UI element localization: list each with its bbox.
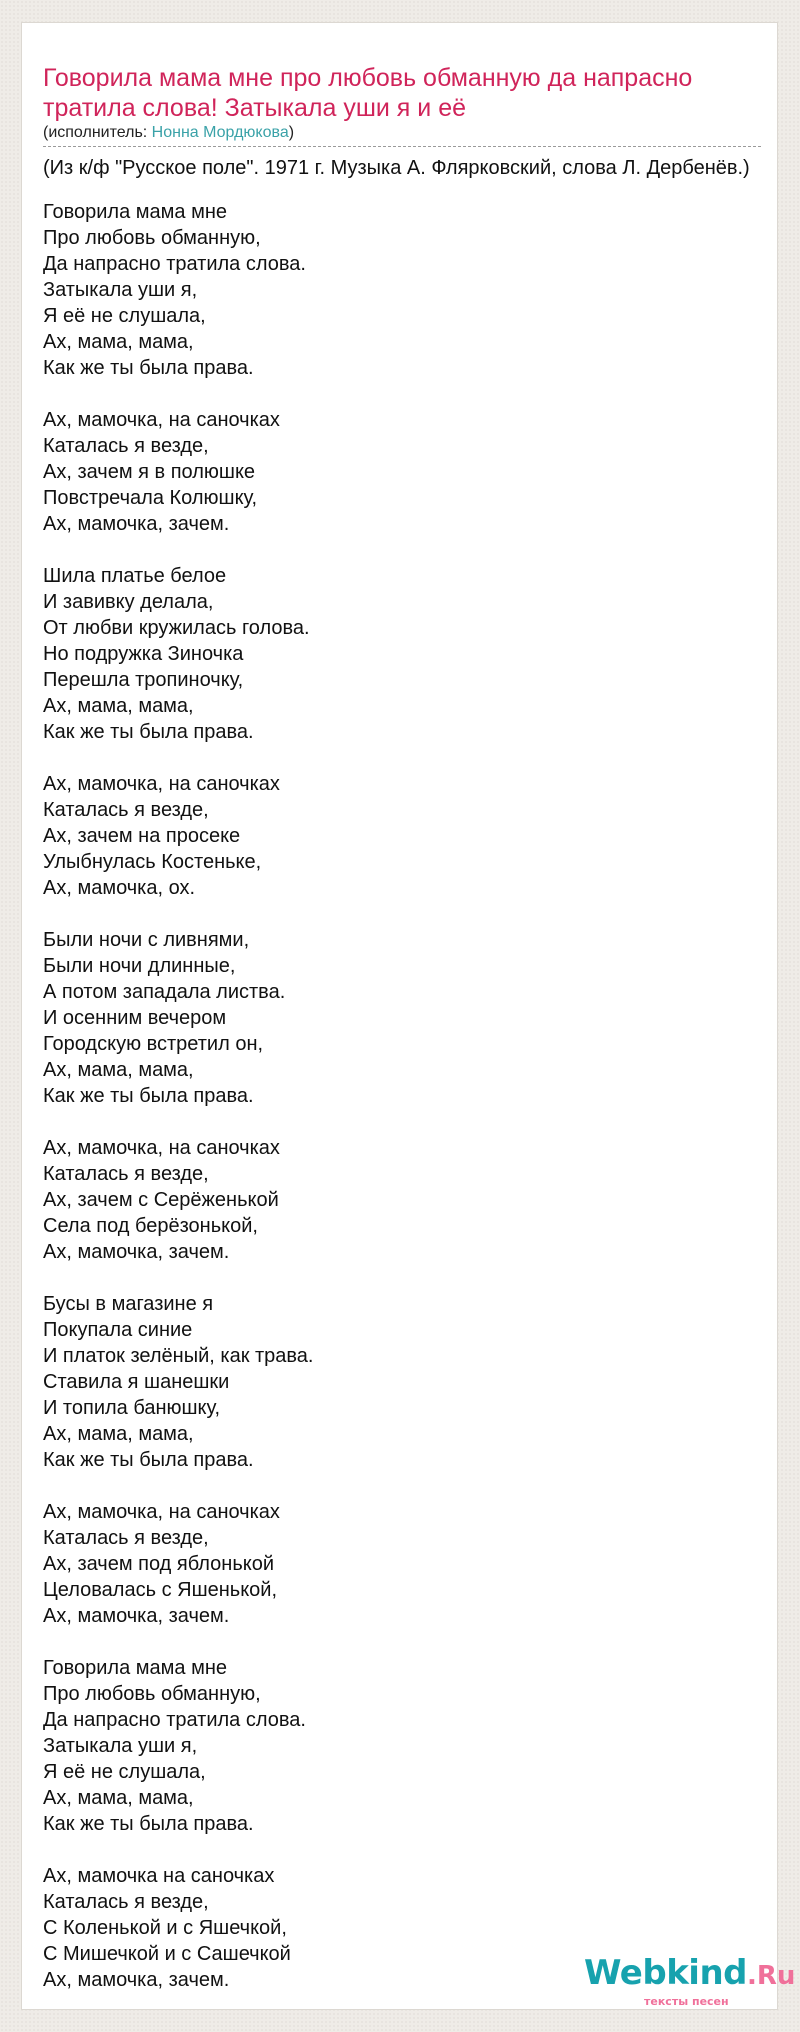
lyric-line: Ах, мамочка, зачем. (43, 1241, 230, 1263)
lyric-line: Были ночи длинные, (43, 955, 236, 977)
lyric-line: Как же ты была права. (43, 357, 254, 379)
lyric-line: Шила платье белое (43, 565, 227, 587)
lyric-line: Бусы в магазине я (43, 1293, 214, 1315)
lyric-line: Целовалась с Яшенькой, (43, 1579, 278, 1601)
lyric-line: Каталась я везде, (43, 435, 209, 457)
lyric-line: Покупала синие (43, 1319, 193, 1341)
lyric-line: Ах, зачем на просеке (43, 825, 241, 847)
lyric-line: Каталась я везде, (43, 1527, 209, 1549)
lyrics-card (21, 22, 796, 2010)
lyric-line: Каталась я везде, (43, 1163, 209, 1185)
lyric-line: И платок зелёный, как трава. (43, 1345, 314, 1367)
stanza (43, 1135, 314, 1265)
lyric-line: Ах, мамочка, на саночках (43, 1137, 280, 1159)
logo-tagline: тексты песен (644, 1995, 729, 2008)
lyric-line: Села под берёзонькой, (43, 1215, 258, 1237)
performer-line (43, 124, 294, 142)
stanza (43, 771, 314, 901)
performer-prefix: (исполнитель: (43, 124, 152, 141)
stanza (43, 1291, 314, 1473)
lyric-line: С Коленькой и с Яшечкой, (43, 1917, 287, 1939)
lyric-line: Я её не слушала, (43, 305, 206, 327)
lyric-line: Повстречала Колюшку, (43, 487, 258, 509)
lyrics-text (43, 173, 314, 1993)
lyric-line: Ах, мама, мама, (43, 1423, 194, 1445)
lyric-line: Ах, мамочка, зачем. (43, 513, 230, 535)
stanza (43, 1863, 314, 1993)
lyric-line: Ах, мамочка, зачем. (43, 1969, 230, 1991)
lyric-line: Каталась я везде, (43, 799, 209, 821)
song-intro: (Из к/ф "Русское поле". 1971 г. Музыка А. Флярковский, слова Л. Дербенёв.) (43, 157, 750, 179)
stanza (43, 1655, 314, 1837)
stanza (43, 927, 314, 1109)
lyric-line: Про любовь обманную, (43, 1683, 261, 1705)
lyric-line: Но подружка Зиночка (43, 643, 244, 665)
lyric-line: Ах, зачем я в полюшке (43, 461, 256, 483)
performer-suffix: ) (288, 124, 295, 141)
lyric-line: Ах, мама, мама, (43, 1787, 194, 1809)
lyric-line: Говорила мама мне (43, 1657, 228, 1679)
lyric-line: И топила банюшку, (43, 1397, 221, 1419)
lyric-line: Ах, зачем с Серёженькой (43, 1189, 279, 1211)
performer-link[interactable]: Нонна Мордюкова (151, 124, 289, 141)
stanza (43, 407, 314, 537)
lyric-line: Затыкала уши я, (43, 1735, 198, 1757)
lyric-line: Ах, мамочка на саночках (43, 1865, 275, 1887)
lyric-line: Ах, мамочка, ох. (43, 877, 196, 899)
lyric-line: Я её не слушала, (43, 1761, 206, 1783)
lyric-line: Ах, мамочка, на саночках (43, 1501, 280, 1523)
lyric-line: А потом западала листва. (43, 981, 286, 1003)
lyric-line: Затыкала уши я, (43, 279, 198, 301)
lyric-line: Да напрасно тратила слова. (43, 1709, 306, 1731)
lyric-line: Как же ты была права. (43, 721, 254, 743)
stanza (43, 1499, 314, 1629)
lyric-line: Как же ты была права. (43, 1085, 254, 1107)
lyric-line: Ах, мамочка, зачем. (43, 1605, 230, 1627)
lyric-line: Как же ты была права. (43, 1449, 254, 1471)
lyric-line: Ах, мамочка, на саночках (43, 773, 280, 795)
lyric-line: Городскую встретил он, (43, 1033, 264, 1055)
lyric-line: И осенним вечером (43, 1007, 227, 1029)
lyric-line: Каталась я везде, (43, 1891, 209, 1913)
lyric-line: Улыбнулась Костеньке, (43, 851, 262, 873)
lyric-line: С Мишечкой и с Сашечкой (43, 1943, 291, 1965)
lyric-line: Перешла тропиночку, (43, 669, 244, 691)
lyric-line: Ах, мамочка, на саночках (43, 409, 280, 431)
song-title: Говорила мама мне про любовь обманную да напрасно тратила слова! Затыкала уши я и её (43, 64, 693, 122)
stanza (43, 563, 314, 745)
lyric-line: И завивку делала, (43, 591, 214, 613)
lyric-line: Ах, мама, мама, (43, 331, 194, 353)
lyric-line: От любви кружилась голова. (43, 617, 310, 639)
lyric-line: Да напрасно тратила слова. (43, 253, 306, 275)
lyric-line: Ах, мама, мама, (43, 1059, 194, 1081)
stanza (43, 199, 314, 381)
lyric-line: Ах, зачем под яблонькой (43, 1553, 275, 1575)
lyric-line: Ставила я шанешки (43, 1371, 230, 1393)
webkind-logo[interactable] (584, 1953, 796, 2009)
logo-tld: .Ru (747, 1961, 796, 1991)
lyric-line: Говорила мама мне (43, 201, 228, 223)
lyric-line: Как же ты была права. (43, 1813, 254, 1835)
lyric-line: Про любовь обманную, (43, 227, 261, 249)
dashed-divider (43, 146, 761, 147)
lyric-line: Ах, мама, мама, (43, 695, 194, 717)
logo-main: Webkind (584, 1953, 747, 1993)
lyric-line: Были ночи с ливнями, (43, 929, 250, 951)
